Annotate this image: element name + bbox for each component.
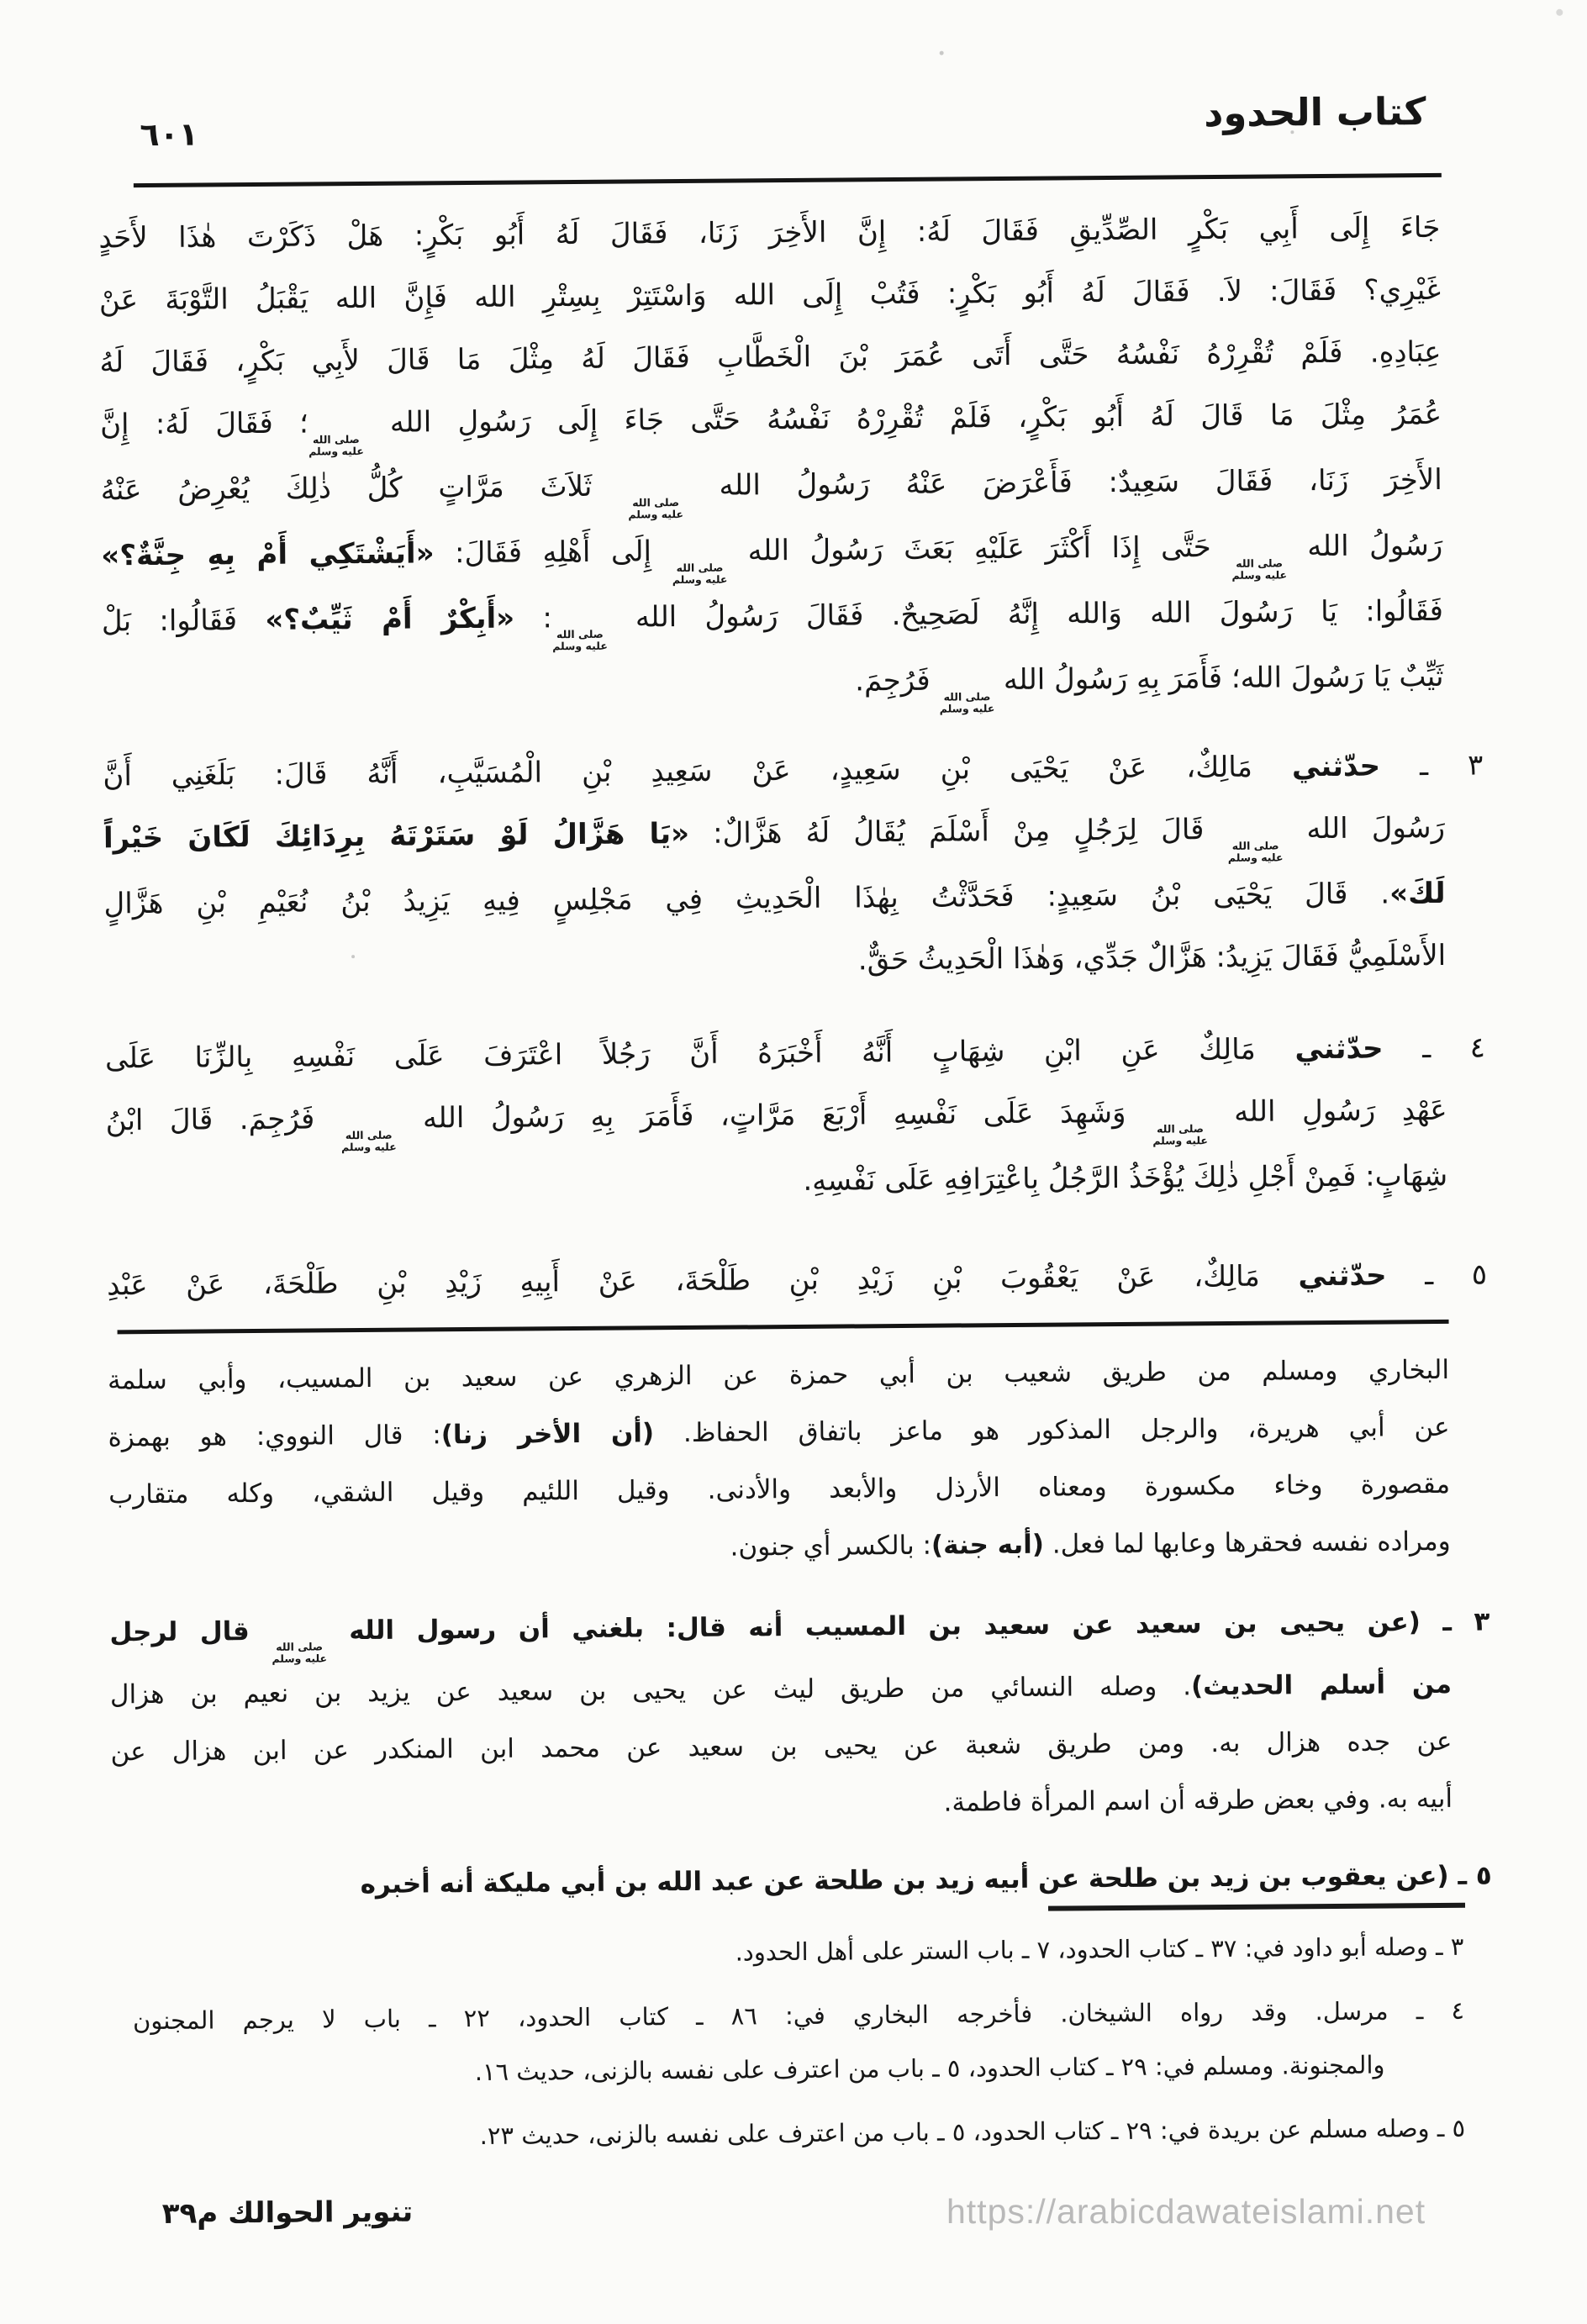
book-volume-ref: تنوير الحوالك م٣٩ — [161, 2195, 414, 2231]
text-line — [108, 1399, 1449, 1467]
text-segment: . قَالَ يَحْيَى بْنُ سَعِيدٍ: فَحَدَّثْتُ بِهٰذَا الْحَدِيثِ فِي مَجْلِسٍ فِيهِ يَزِيدُ بْنُ نُعَيْمِ بْنِ هَزَّالٍ — [103, 877, 1390, 921]
text-segment: : — [514, 601, 553, 635]
text-line — [102, 580, 1444, 656]
text-line — [101, 514, 1443, 591]
text-line — [100, 383, 1442, 460]
header-rule — [134, 173, 1442, 187]
paragraph — [133, 1984, 1465, 2101]
page-title: كتاب الحدود — [1204, 89, 1426, 136]
text-line — [108, 1341, 1449, 1410]
text-segment: قَالَ لِرَجُلٍ مِنْ أَسْلَمَ يُقَالُ لَهُ هَزَّالٌ: — [688, 812, 1228, 851]
text-segment: فَقَالُوا: يَا رَسُولَ الله وَالله إِنَّهُ لَصَحِيحٌ. فَقَالَ رَسُولُ الله — [607, 593, 1444, 635]
scan-speck — [940, 51, 944, 55]
watermark-url: https://arabicdawateislami.net — [946, 2192, 1426, 2231]
text-segment: البخاري ومسلم من طريق شعيب بن أبي حمزة عن الزهري عن سعيد بن المسيب، وأبي سلمة — [107, 1354, 1450, 1396]
text-segment: وَشَهِدَ عَلَى نَفْسِهِ أَرْبَعَ مَرَّاتٍ، فَأَمَرَ بِهِ رَسُولُ الله — [396, 1095, 1153, 1136]
text-segment: : قال النووي: هو بهمزة — [108, 1420, 441, 1453]
text-segment: رَسُولُ الله — [1286, 528, 1443, 564]
saw-symbol: صلى الله عليه وسلم — [1227, 839, 1284, 864]
text-segment: شِهَابٍ: فَمِنْ أَجْلِ ذٰلِكَ يُؤْخَذُ الرَّجُلُ بِاعْتِرَافِهِ عَلَى نَفْسِهِ. — [803, 1158, 1448, 1198]
text-line — [110, 1656, 1452, 1724]
saw-symbol: صلى الله عليه وسلم — [1152, 1122, 1208, 1147]
text-segment: عِبَادِهِ. فَلَمْ تُقْرِرْهُ نَفْسُهُ حَتَّى أَتَى عُمَرَ بْنَ الْخَطَّابِ فَقَالَ لَهُ مِثْلَ مَا قَالَ لأَبِي بَكْرٍ، فَقَالَ لَهُ — [99, 335, 1442, 380]
emphasized-text: «يَا هَزَّالُ لَوْ سَتَرْتَهُ بِرِدَائِكَ لَكَانَ خَيْراً — [103, 816, 690, 856]
text-segment: جَاءَ إِلَى أَبِي بَكْرٍ الصِّدِّيقِ فَقَالَ لَهُ: إِنَّ الأَخِرَ زَنَا، فَقَالَ لَهُ أَبُو بَكْرٍ: هَلْ ذَكَرْتَ هٰذَا لأَحَدٍ — [98, 210, 1441, 256]
text-segment: مَالِكٌ عَنِ ابْنِ شِهَابٍ أَنَّهُ أَخْبَرَهُ أَنَّ رَجُلاً اعْتَرَفَ عَلَى نَفْسِهِ بِالزِّنَا عَلَى — [104, 1032, 1295, 1076]
text-line — [133, 2037, 1464, 2101]
paragraph — [103, 735, 1484, 998]
text-line — [110, 1713, 1452, 1781]
text-segment: ٣ ـ — [1379, 748, 1484, 783]
text-segment: الأَخِرَ زَنَا، فَقَالَ سَعِيدٌ: فَأَعْرَضَ عَنْهُ رَسُولُ الله — [683, 462, 1442, 503]
text-segment: مَالِكٌ، عَنْ يَحْيَى بْنِ سَعِيدٍ، عَنْ سَعِيدِ بْنِ الْمُسَيَّبِ، أَنَّهُ قَالَ: بَلَغَنِي أَنَّ — [103, 750, 1293, 793]
text-segment: فَقَالُوا: بَلْ — [101, 603, 266, 639]
scan-speck — [1556, 9, 1563, 16]
emphasized-text: «أَيَشْتَكِي أَمْ بِهِ جِنَّةٌ؟» — [101, 536, 435, 573]
paragraph — [132, 1920, 1463, 1984]
text-segment: عن أبي هريرة، والرجل المذكور هو ماعز باتفاق الحفاظ. — [654, 1411, 1450, 1449]
text-line — [99, 259, 1442, 332]
text-segment: عن جده هزال به. ومن طريق شعبة عن يحيى بن سعيد عن محمد ابن المنكدر عن ابن هزال عن — [110, 1726, 1453, 1768]
emphasized-text: حدّثني — [1298, 1258, 1387, 1294]
text-line — [102, 646, 1444, 722]
emphasized-text: (أبه جنة) — [931, 1529, 1045, 1561]
emphasized-text: حدّثني — [1291, 749, 1381, 784]
text-segment: ٤ ـ مرسل. وقد رواه الشيخان. فأخرجه البخاري في: ٨٦ ـ كتاب الحدود، ٢٢ ـ باب لا يرجم المجنون — [132, 1995, 1465, 2036]
saw-symbol: صلى الله عليه وسلم — [672, 561, 728, 587]
text-line — [111, 1770, 1453, 1838]
text-segment: غَيْرِي؟ فَقَالَ: لاَ. فَقَالَ لَهُ أَبُو بَكْرٍ: فَتُبْ إِلَى الله وَاسْتَتِرْ بِسِتْرِ الله فَإِنَّ الله يَقْبَلُ التَّوْبَةَ عَنْ — [98, 272, 1442, 318]
emphasized-text: ٣ ـ (عن يحيى بن سعيد عن سعيد بن المسيب أنه قال: بلغني أن رسول الله — [326, 1606, 1490, 1647]
text-segment: والمجنونة. ومسلم في: ٢٩ ـ كتاب الحدود، ٥ ـ باب من اعترف على نفسه بالزنى، حديث ١٦. — [474, 2050, 1385, 2087]
main-text — [98, 197, 1488, 1316]
scan-speck — [1290, 130, 1294, 134]
footnotes — [132, 1920, 1465, 2165]
saw-symbol: صلى الله عليه وسلم — [341, 1128, 397, 1154]
text-segment: حَتَّى إِذَا أَكْثَرَ عَلَيْهِ بَعَثَ رَسُولُ الله — [727, 530, 1232, 568]
paragraph — [106, 1244, 1488, 1317]
text-line — [100, 449, 1442, 525]
text-line — [132, 1920, 1463, 1984]
text-segment: ومراده نفسه فحقرها وعابها لما فعل. — [1043, 1526, 1451, 1560]
paragraph — [109, 1594, 1490, 1838]
text-segment: ؛ فَقَالَ لَهُ: إِنَّ — [99, 406, 309, 442]
text-segment: إِلَى أَهْلِهِ فَقَالَ: — [434, 535, 672, 571]
emphasized-text: (أن الأخر زنا) — [440, 1418, 655, 1451]
text-segment: ثَيِّبٌ يَا رَسُولَ الله؛ فَأَمَرَ بِهِ رَسُولُ الله — [994, 659, 1444, 698]
scan-speck — [351, 955, 355, 958]
text-segment: ثَلاَثَ مَرَّاتٍ كُلُّ ذٰلِكَ يُعْرِضُ عَنْهُ — [100, 469, 629, 508]
text-line — [104, 925, 1447, 998]
text-segment: ٤ ـ — [1383, 1030, 1486, 1066]
saw-symbol: صلى الله عليه وسلم — [308, 433, 364, 458]
text-segment: رَسُولَ الله — [1283, 810, 1446, 846]
text-segment: أبيه به. وفي بعض طرقه أن اسم المرأة فاطمة. — [943, 1783, 1453, 1818]
saw-symbol: صلى الله عليه وسلم — [272, 1640, 328, 1665]
emphasized-text: ٥ ـ (عن يعقوب بن زيد بن طلحة عن أبيه زيد بن طلحة عن عبد الله بن أبي مليكة أنه أخبره — [360, 1860, 1492, 1900]
text-line — [108, 1513, 1450, 1581]
commentary — [107, 1341, 1492, 1916]
saw-symbol: صلى الله عليه وسلم — [939, 690, 995, 715]
paragraph — [108, 1341, 1451, 1581]
saw-symbol: صلى الله عليه وسلم — [628, 496, 684, 521]
paragraph — [98, 197, 1444, 722]
paragraph — [134, 2101, 1465, 2165]
text-line — [99, 321, 1442, 394]
text-line — [103, 735, 1484, 808]
text-line — [103, 862, 1446, 935]
text-line — [134, 2101, 1465, 2165]
text-segment: ٥ ـ — [1386, 1257, 1488, 1293]
text-line — [98, 197, 1441, 270]
text-segment: الأَسْلَمِيُّ فَقَالَ يَزِيدُ: هَزَّالٌ جَدِّي، وَهٰذَا الْحَدِيثُ حَقٌّ. — [857, 938, 1447, 978]
text-segment: مَالِكٌ، عَنْ يَعْقُوبَ بْنِ زَيْدِ بْنِ طَلْحَةَ، عَنْ أَبِيهِ زَيْدِ بْنِ طَلْحَةَ، عَنْ عَبْدِ — [106, 1259, 1299, 1303]
text-segment: مقصورة وخاء مكسورة ومعناه الأرذل والأبعد والأدنى. وقيل اللئيم وقيل الشقي، وكله متقارب — [108, 1468, 1451, 1510]
text-segment: فَرُجِمَ. قَالَ ابْنُ — [105, 1102, 341, 1138]
text-line — [103, 797, 1446, 873]
emphasized-text: «أَبِكْرٌ أَمْ ثَيِّبٌ؟» — [265, 601, 515, 637]
text-line — [105, 1017, 1486, 1090]
text-segment: عَهْدِ رَسُولِ الله — [1207, 1093, 1447, 1130]
saw-symbol: صلى الله عليه وسلم — [552, 627, 608, 653]
text-line — [109, 1594, 1490, 1667]
page-number: ٦٠١ — [140, 115, 199, 154]
section-divider — [118, 1320, 1449, 1334]
text-line — [105, 1079, 1447, 1156]
text-segment: : بالكسر أي جنون. — [730, 1530, 932, 1563]
saw-symbol: صلى الله عليه وسلم — [1231, 556, 1288, 582]
text-segment: ٣ ـ وصله أبو داود في: ٣٧ ـ كتاب الحدود، ٧ ـ باب الستر على أهل الحدود. — [735, 1931, 1464, 1967]
paragraph — [104, 1017, 1486, 1218]
emphasized-text: قال لرجل — [109, 1615, 272, 1648]
emphasized-text: لَكَ» — [1389, 876, 1446, 911]
text-segment: ٥ ـ وصله مسلم عن بريدة في: ٢٩ ـ كتاب الحدود، ٥ ـ باب من اعترف على نفسه بالزنى، حديث ٢٣. — [479, 2113, 1466, 2150]
text-segment: فَرُجِمَ. — [855, 663, 940, 698]
text-segment: عُمَرُ مِثْلَ مَا قَالَ لَهُ أَبُو بَكْرٍ، فَلَمْ تُقْرِرْهُ نَفْسُهُ حَتَّى جَاءَ إِلَى رَسُولِ الله — [363, 397, 1442, 440]
emphasized-text: حدّثني — [1294, 1031, 1384, 1067]
text-line — [107, 1244, 1488, 1317]
text-segment: . وصله النسائي من طريق ليث عن يحيى بن سعيد عن يزيد بن نعيم بن هزال — [109, 1671, 1192, 1710]
text-line — [106, 1145, 1448, 1218]
text-line — [108, 1456, 1450, 1524]
emphasized-text: من أسلم الحديث) — [1190, 1668, 1453, 1702]
